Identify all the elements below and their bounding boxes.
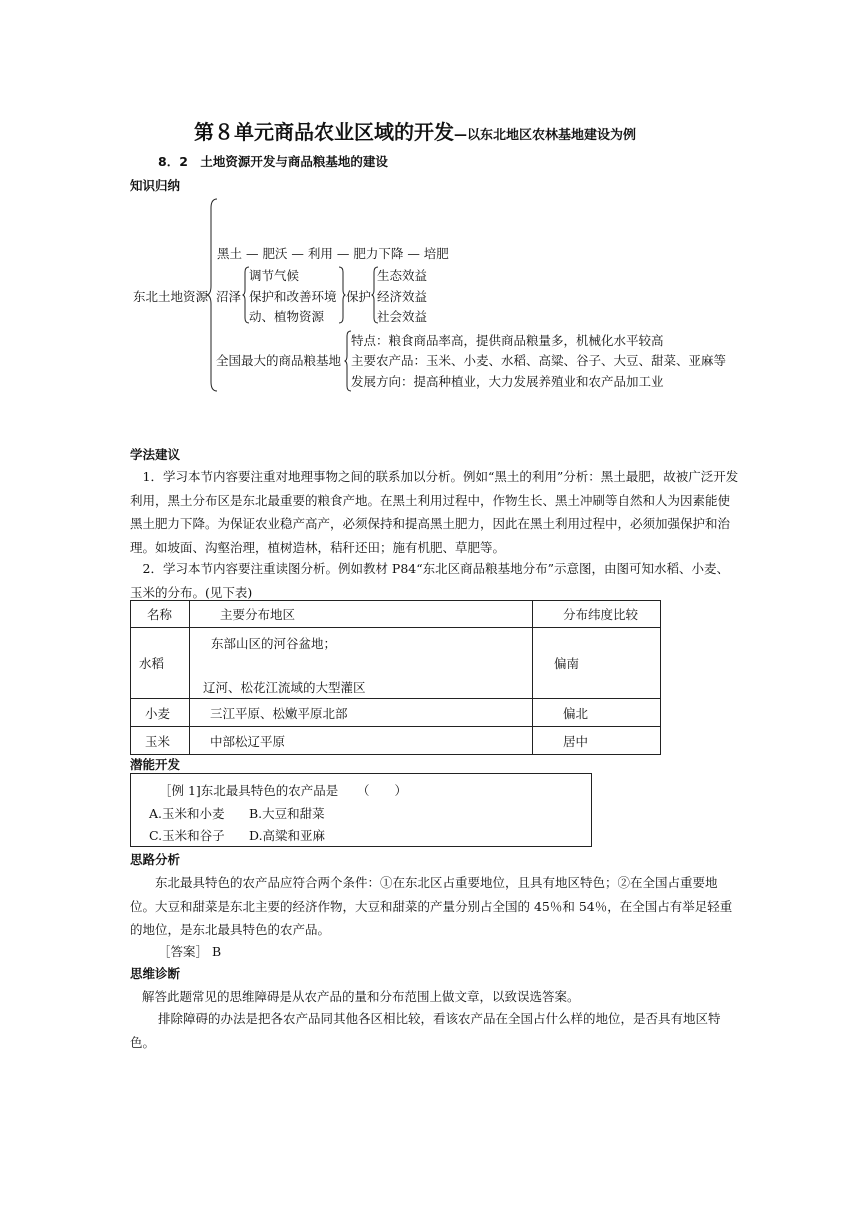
distribution-table	[130, 600, 661, 755]
swamp-close-brace-icon	[338, 266, 346, 324]
table-row	[131, 628, 661, 699]
example-question: ［例 1]东北最具特色的农产品是 （ ）	[159, 783, 408, 798]
black-soil-chain: 黑土 — 肥沃 — 利用 — 肥力下降 — 培肥	[217, 246, 449, 261]
title-sub: —以东北地区农林基地建设为例	[454, 128, 637, 143]
study-paragraph-1: 1．学习本节内容要注重对地理事物之间的联系加以分析。例如“黑土的利用”分析：黑土最肥，故被广泛开发利用，黑土分布区是东北最重要的粮食产地。在黑土利用过程中，作物生长、黑土冲刷等自然和人为因素能使黑土肥力下降。为保证农业稳产高产，必须保持和提高黑土肥力，因此在黑土利用过程中，必须加强保护和治理。如坡面、沟壑治理，植树造林，秸秆还田；施有机肥、草肥等。	[130, 469, 739, 555]
protect-label: 保护	[346, 289, 372, 304]
table-header: 主要分布地区	[190, 601, 533, 628]
potential-heading: 潜能开发	[130, 757, 181, 772]
table-cell-name: 玉米	[131, 727, 190, 755]
page-title	[194, 116, 636, 145]
section-heading: 8．2 土地资源开发与商品粮基地的建设	[158, 154, 388, 169]
grain-item: 发展方向：提高种植业，大力发展养殖业和农产品加工业	[351, 374, 664, 389]
analysis-heading: 思路分析	[130, 852, 181, 867]
table-cell-name: 水稻	[131, 628, 190, 699]
swamp-label: 沼泽	[216, 289, 242, 304]
table-cell-lat: 居中	[533, 727, 661, 755]
grain-item: 主要农产品：玉米、小麦、水稻、高粱、谷子、大豆、甜菜、亚麻等	[351, 353, 727, 368]
benefit-item: 经济效益	[377, 289, 428, 304]
diagnosis-paragraph-1: 解答此题常见的思维障碍是从农产品的量和分布范围上做文章，以致误选答案。	[142, 989, 580, 1004]
option-b[interactable]: B.大豆和甜菜	[249, 806, 325, 821]
table-cell-name: 小麦	[131, 699, 190, 727]
table-cell-lat: 偏南	[533, 628, 661, 699]
study-paragraph-2: 2．学习本节内容要注重读图分析。例如教材 P84“东北区商品粮基地分布”示意图，由图可知水稻、小麦、玉米的分布。(见下表)	[130, 561, 730, 600]
table-cell-lat: 偏北	[533, 699, 661, 727]
swamp-item: 调节气候	[249, 268, 300, 283]
table-cell-area	[190, 628, 533, 699]
study-heading: 学法建议	[130, 447, 181, 462]
option-d[interactable]: D.高粱和亚麻	[249, 828, 326, 843]
table-cell-area: 三江平原、松嫩平原北部	[190, 699, 533, 727]
swamp-item: 动、植物资源	[249, 309, 325, 324]
table-cell-area: 中部松辽平原	[190, 727, 533, 755]
table-header: 分布纬度比较	[533, 601, 661, 628]
table-header: 名称	[131, 601, 190, 628]
title-main: 第８单元商品农业区域的开发	[194, 120, 454, 144]
analysis-text: 东北最具特色的农产品应符合两个条件：①在东北区占重要地位，且具有地区特色；②在全国占重要地位。大豆和甜菜是东北主要的经济作物，大豆和甜菜的产量分别占全国的 45％和 54％，在全国占有举足轻重的地位，是东北最具特色的农产品。	[130, 875, 733, 937]
table-cell-area-line: 辽河、松花江流域的大型灌区	[203, 680, 366, 695]
knowledge-heading: 知识归纳	[130, 178, 181, 193]
answer-line: ［答案］ B	[158, 944, 222, 959]
example-box	[130, 773, 592, 847]
diagnosis-heading: 思维诊断	[130, 966, 181, 981]
diagnosis-paragraph-2: 排除障碍的办法是把各农产品同其他各区相比较，看该农产品在全国占什么样的地位，是否具有地区特色。	[130, 1011, 721, 1050]
grain-item: 特点：粮食商品率高，提供商品粮量多，机械化水平较高	[351, 333, 664, 348]
knowledge-root: 东北土地资源	[133, 289, 209, 304]
table-row	[131, 699, 661, 727]
grain-base-label: 全国最大的商品粮基地	[216, 353, 342, 368]
benefit-item: 社会效益	[377, 309, 428, 324]
table-header-row	[131, 601, 661, 628]
option-c[interactable]: C.玉米和谷子	[149, 828, 225, 843]
option-a[interactable]: A.玉米和小麦	[149, 806, 225, 821]
table-row	[131, 727, 661, 755]
table-cell-area-line: 东部山区的河谷盆地；	[211, 636, 337, 651]
swamp-item: 保护和改善环境	[249, 289, 337, 304]
benefit-item: 生态效益	[377, 268, 428, 283]
